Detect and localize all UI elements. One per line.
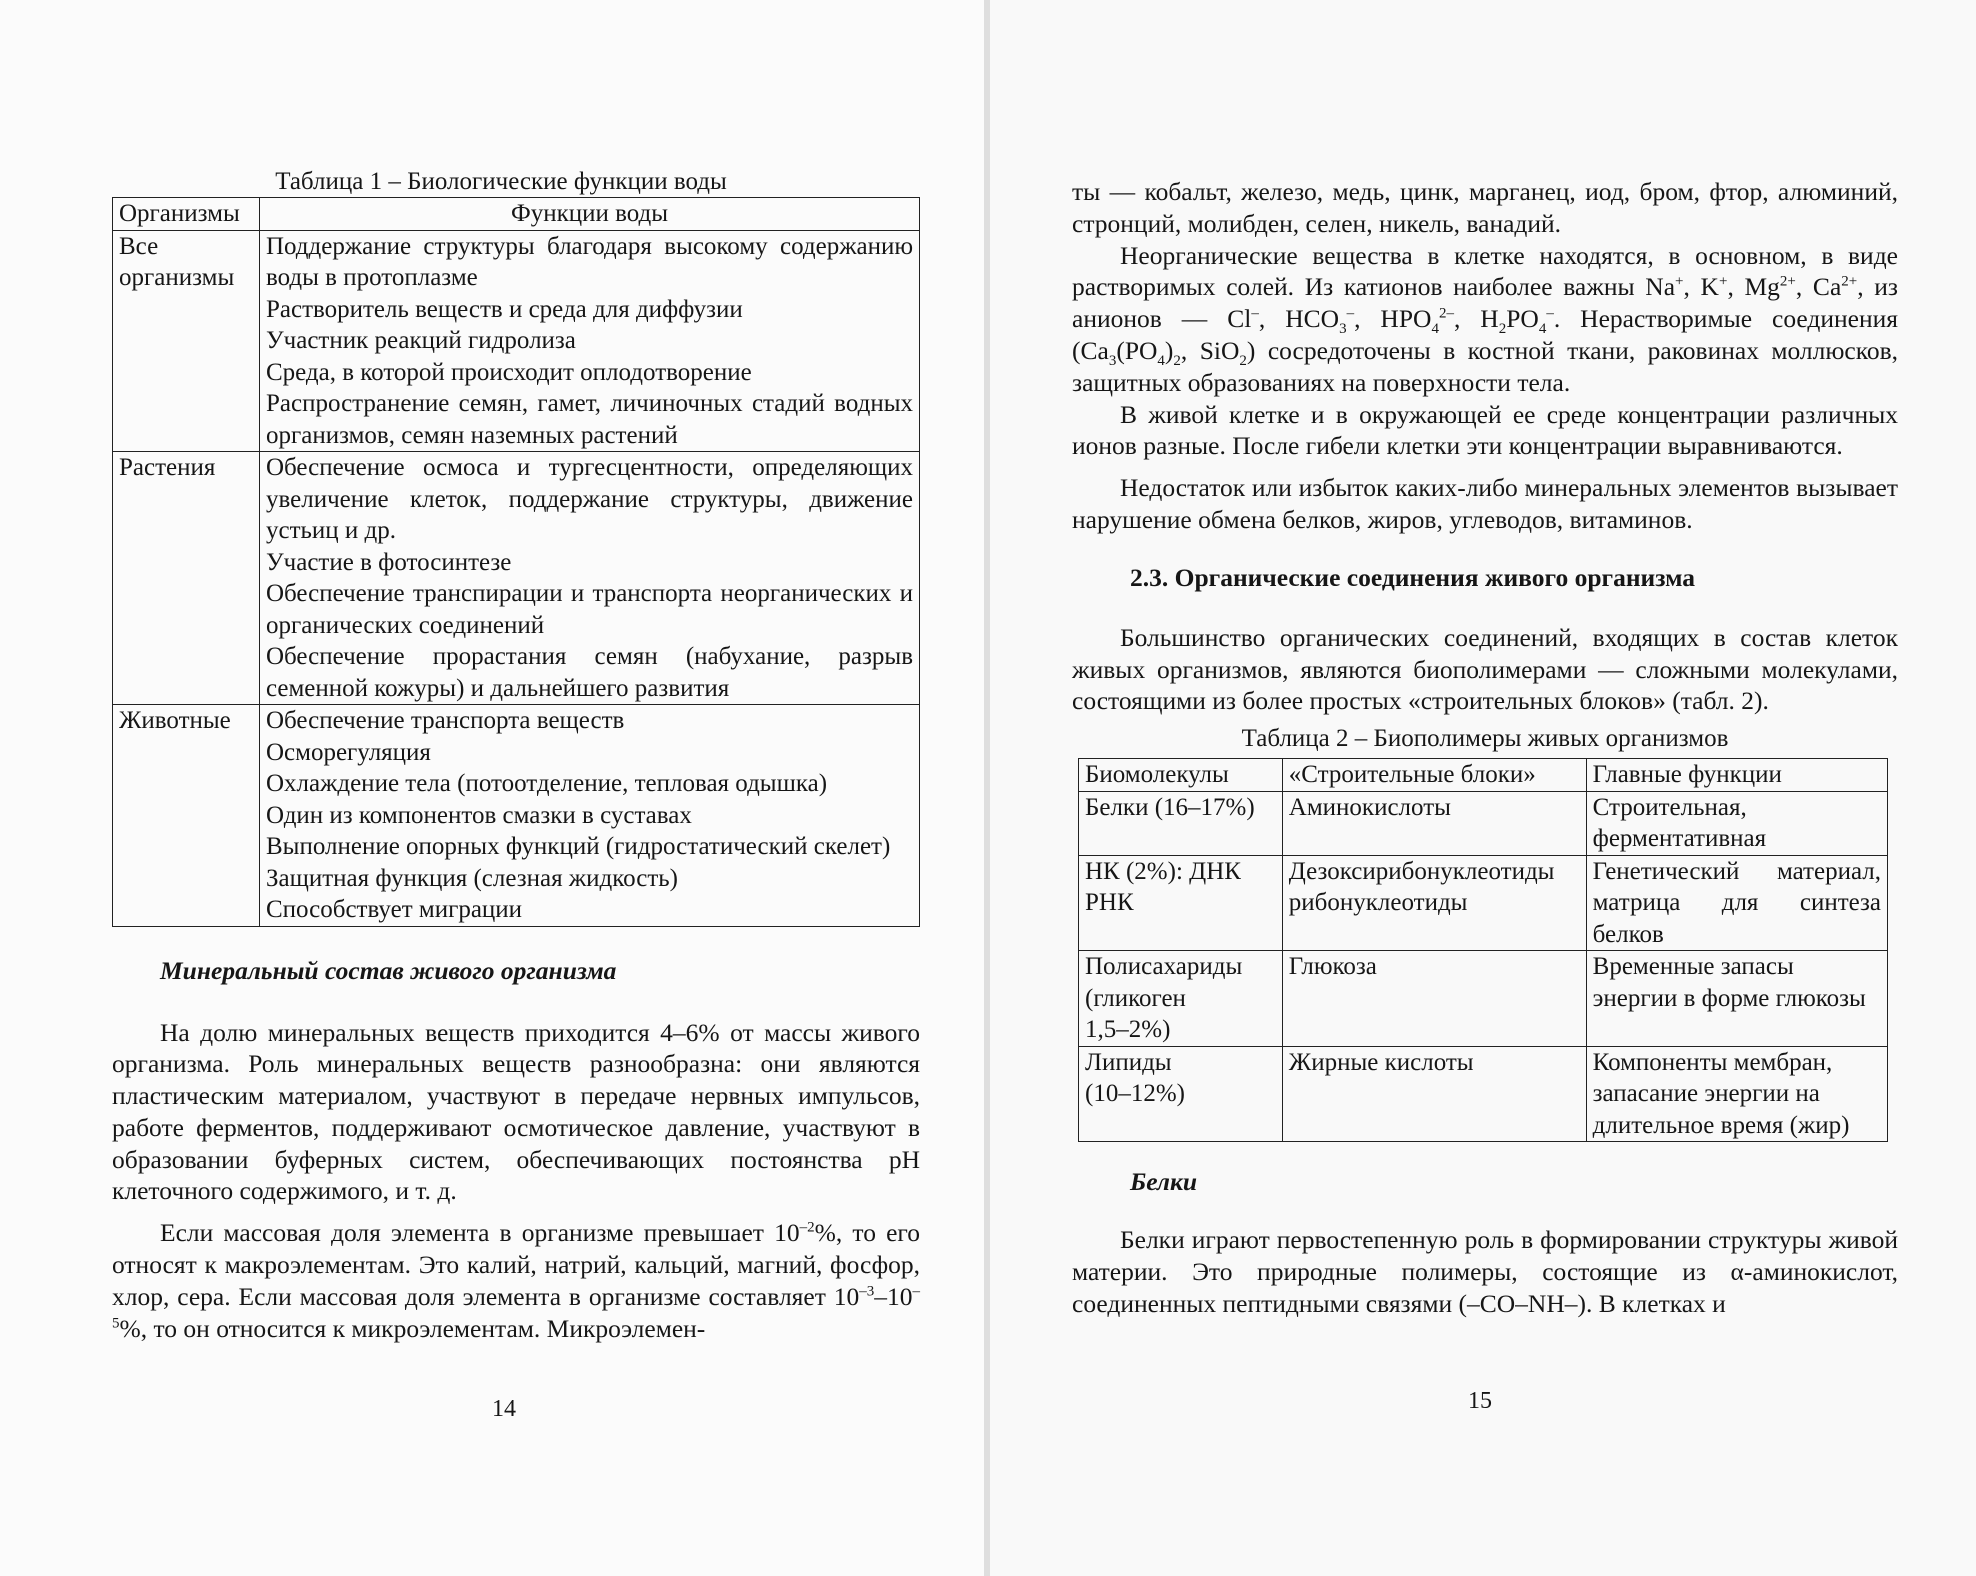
inorganic-paragraph	[1072, 240, 1898, 399]
function-item: Среда, в которой происходит оплодотворение	[265, 358, 752, 386]
organism-name: Растения	[119, 454, 216, 481]
function-item: Выполнение опорных функций (гидростатический скелет)	[265, 833, 891, 860]
table1-functions-cell	[259, 452, 919, 705]
superscript: –3	[859, 1283, 875, 1300]
table1-functions-cell	[259, 705, 919, 927]
table2-row	[1079, 951, 1888, 1047]
table2-cell: Генетический материал, матрица для синтеза белков	[1586, 855, 1887, 951]
table2-cell: Дезоксирибонуклеотиды рибонуклеотиды	[1282, 855, 1586, 951]
page-number-left: 14	[492, 1396, 516, 1422]
continuation-paragraph: ты — кобальт, железо, медь, цинк, марганец, иод, бром, фтор, алюминий, стронций, молибден, селен, никель, ванадий.	[1072, 177, 1898, 238]
function-item: Обеспечение осмоса и тургесцентности, определяющих увеличение клеток, поддержание структуры, движение устьиц и др.	[265, 454, 913, 544]
function-item: Участник реакций гидролиза	[265, 327, 576, 354]
table1-header-row	[113, 198, 920, 231]
table2-caption: Таблица 2 – Биополимеры живых организмов	[1241, 725, 1729, 753]
organism-name: Все организмы	[119, 232, 235, 291]
superscript: 2–	[1438, 305, 1454, 322]
subscript: 2	[1173, 353, 1181, 370]
text-run: , из анионов — Cl	[1072, 272, 1898, 334]
text-run: , H	[1453, 304, 1499, 334]
text-run: ) сосредоточены в костной ткани, раковинах моллюсков, защитных образованиях на поверхности тела.	[1072, 335, 1898, 397]
text-run: Если массовая доля элемента в организме превышает 10	[160, 1218, 800, 1248]
text-run: , HPO	[1354, 304, 1432, 334]
subscript: 3	[1108, 353, 1117, 370]
right-page-content	[1072, 176, 1898, 1320]
proteins-paragraph: Белки играют первостепенную роль в формировании структуры живой материи. Это природные полимеры, состоящие из α-аминокислот, соединенных пептидными связями (–CO–NH–). В клетках и	[1072, 1225, 1898, 1318]
table2-cell: Белки (16–17%)	[1079, 791, 1283, 855]
table1-organism-cell	[113, 452, 260, 705]
subscript: 2	[1498, 321, 1507, 338]
text-run: , HCO	[1258, 304, 1340, 334]
table2-row	[1079, 855, 1888, 951]
function-item: Защитная функция (слезная жидкость)	[265, 864, 678, 892]
superscript: 2+	[1779, 273, 1796, 290]
table1-water-functions	[112, 197, 920, 927]
table1-row-animals	[113, 705, 920, 927]
text-run: %, то его относят к макроэлементам. Это калий, натрий, кальций, магний, фосфор, хлор, сера. Если массовая доля элемента в организме составляет 10	[112, 1218, 920, 1311]
table2-header-functions: Главные функции	[1586, 759, 1887, 792]
text-run: . Нерастворимые соединения (Ca	[1072, 304, 1898, 365]
subscript: 4	[1431, 321, 1439, 338]
function-item: Участие в фотосинтезе	[265, 548, 512, 576]
superscript: +	[1718, 273, 1728, 290]
text-run: Неорганические вещества в клетке находятся, в основном, в виде растворимых солей. Из катионов наиболее важны Na	[1072, 240, 1898, 302]
text-run: PO	[1506, 304, 1539, 334]
text-run: (PO	[1116, 335, 1158, 365]
subscript: 2	[1239, 353, 1247, 370]
table1-caption: Таблица 1 – Биологические функции воды	[275, 168, 727, 195]
text-run: %, то он относится к микроэлементам. Микроэлемен-	[119, 1313, 706, 1343]
text-run: , SiO	[1180, 335, 1240, 365]
superscript: –	[1546, 305, 1554, 322]
table2-cell: НК (2%): ДНК РНК	[1079, 855, 1283, 951]
page-number-right: 15	[1468, 1388, 1492, 1414]
table2-biopolymers	[1078, 758, 1888, 1142]
mineral-heading: Минеральный состав живого организма	[160, 955, 617, 985]
table1-row-all-organisms	[113, 230, 920, 452]
table2-header-biomolecules: Биомолекулы	[1079, 759, 1283, 792]
text-run: , Ca	[1795, 272, 1842, 302]
left-page-content	[112, 166, 920, 1344]
table2-row	[1079, 791, 1888, 855]
deficit-paragraph: Недостаток или избыток каких-либо минеральных элементов вызывает нарушение обмена белков, жиров, углеводов, витаминов.	[1072, 473, 1898, 534]
function-item: Обеспечение транспирации и транспорта неорганических и органических соединений	[265, 580, 913, 639]
superscript: –	[1346, 305, 1355, 322]
text-run: , K	[1683, 272, 1719, 302]
table2-header-row	[1079, 759, 1888, 792]
function-item: Поддержание структуры благодаря высокому содержанию воды в протоплазме	[265, 232, 913, 291]
function-item: Один из компонентов смазки в суставах	[265, 801, 692, 829]
table2-cell: Аминокислоты	[1282, 791, 1586, 855]
organic-paragraph: Большинство органических соединений, входящих в состав клеток живых организмов, являются биополимерами — сложными молекулами, состоящими из более простых «строительных блоков» (табл. 2).	[1072, 622, 1898, 716]
function-item: Осморегуляция	[265, 738, 431, 766]
subscript: 4	[1538, 321, 1547, 338]
table2-cell: Строительная, ферментативная	[1586, 791, 1887, 855]
table1-header-functions: Функции воды	[259, 198, 919, 231]
text-run: )	[1164, 335, 1174, 365]
function-item: Распространение семян, гамет, личиночных стадий водных организмов, семян наземных растений	[265, 390, 913, 449]
table1-organism-cell	[113, 705, 260, 927]
section-heading-2-3: 2.3. Органические соединения живого организма	[1130, 562, 1696, 592]
function-item: Обеспечение прорастания семян (набухание, разрыв семенной кожуры) и дальнейшего развития	[265, 643, 913, 702]
table1-header-organisms: Организмы	[113, 198, 260, 231]
table2-cell: Компоненты мембран, запасание энергии на длительное время (жир)	[1586, 1046, 1887, 1142]
function-item: Способствует миграции	[265, 896, 523, 923]
table1-functions-cell	[259, 230, 919, 452]
table2-row	[1079, 1046, 1888, 1142]
table1-organism-cell	[113, 230, 260, 452]
superscript: 2+	[1841, 273, 1858, 290]
function-item: Охлаждение тела (потоотделение, тепловая одышка)	[265, 770, 828, 797]
organism-name: Животные	[119, 707, 231, 734]
right-page	[990, 0, 1976, 1576]
table2-cell: Жирные кислоты	[1282, 1046, 1586, 1142]
table2-header-blocks: «Строительные блоки»	[1282, 759, 1586, 792]
table2-cell: Временные запасы энергии в форме глюкозы	[1586, 951, 1887, 1047]
superscript: –2	[799, 1219, 815, 1236]
table2-cell: Глюкоза	[1282, 951, 1586, 1047]
table1-row-plants	[113, 452, 920, 705]
proteins-heading: Белки	[1130, 1167, 1198, 1197]
left-page	[0, 0, 984, 1576]
superscript: –5	[112, 1283, 920, 1332]
mineral-paragraph-2	[112, 1217, 920, 1344]
subscript: 4	[1157, 353, 1165, 370]
superscript: –	[1251, 305, 1259, 322]
subscript: 3	[1339, 321, 1347, 338]
table2-cell: Полисахариды (гликоген 1,5–2%)	[1079, 951, 1283, 1047]
concentration-paragraph: В живой клетке и в окружающей ее среде концентрации различных ионов разные. После гибели клетки эти концентрации выравниваются.	[1072, 399, 1898, 461]
table2-cell: Липиды (10–12%)	[1079, 1046, 1283, 1142]
superscript: +	[1675, 273, 1684, 290]
function-item: Обеспечение транспорта веществ	[265, 707, 625, 734]
text-run: , Mg	[1727, 272, 1780, 302]
text-run: –10	[874, 1281, 913, 1311]
function-item: Растворитель веществ и среда для диффузии	[265, 295, 743, 323]
mineral-paragraph-1: На долю минеральных веществ приходится 4–6% от массы живого организма. Роль минеральных веществ разнообразна: они являются пластическим материалом, участвуют в передаче нервных импульсов, работе ферментов, поддерживают осмотическое давление, участвуют в образовании буферных систем, обеспечивающих постоянства pH клеточного содержимого, и т. д.	[112, 1017, 920, 1206]
